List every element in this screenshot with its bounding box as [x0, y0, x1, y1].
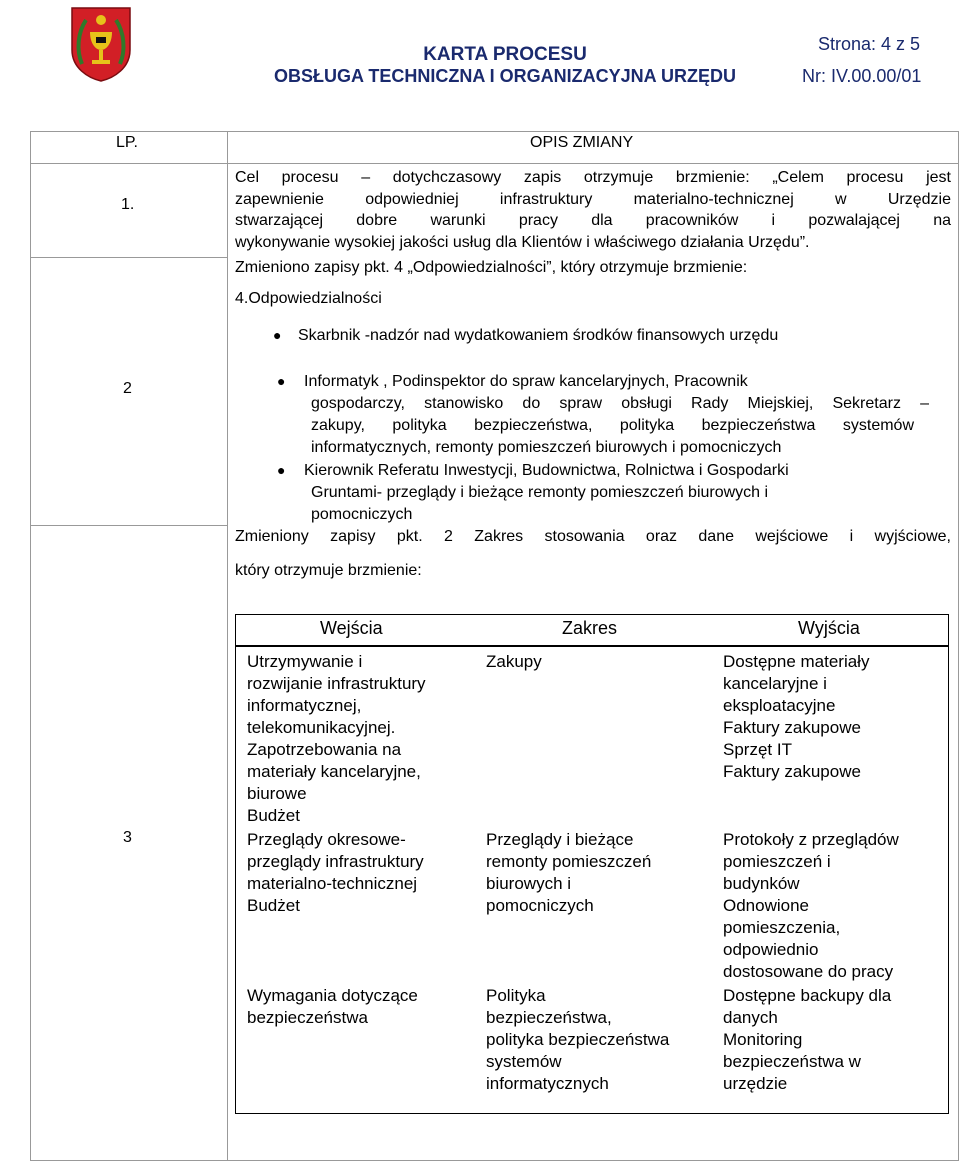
- document-subtitle: OBSŁUGA TECHNICZNA I ORGANIZACYJNA URZĘDU: [274, 66, 736, 86]
- row-3-number: 3: [123, 829, 132, 846]
- document-number: Nr: IV.00.00/01: [802, 66, 922, 86]
- bullet-icon: ●: [277, 373, 286, 389]
- bullet-3-line-3: pomocniczych: [311, 506, 413, 523]
- responsibilities-heading: 4.Odpowiedzialności: [235, 290, 382, 307]
- scope-cell: Polityka bezpieczeństwa, polityka bezpieczeństwa systemów informatycznych: [486, 986, 670, 1093]
- scope-cell: Zakupy: [486, 652, 542, 671]
- bullet-2-line-4: informatycznych, remonty pomieszczeń biurowych i pomocniczych: [311, 439, 782, 456]
- outputs-cell: Protokoły z przeglądów pomieszczeń i budynków Odnowione pomieszczenia, odpowiednio dostosowane do pracy: [723, 830, 899, 981]
- bullet-2-line-3: zakupy, polityka bezpieczeństwa, polityka bezpieczeństwa systemów: [311, 417, 914, 434]
- outputs-cell: Dostępne materiały kancelaryjne i eksploatacyjne Faktury zakupowe Sprzęt IT Faktury zakupowe: [723, 652, 870, 781]
- coat-of-arms-icon: [70, 6, 132, 82]
- row-1-line-2: zapewnienie odpowiedniej infrastruktury materialno-technicznej w Urzędzie: [235, 190, 951, 208]
- inputs-header: Wejścia: [320, 618, 383, 638]
- row-2-intro: Zmieniono zapisy pkt. 4 „Odpowiedzialności”, który otrzymuje brzmienie:: [235, 259, 748, 276]
- scope-cell: Przeglądy i bieżące remonty pomieszczeń biurowych i pomocniczych: [486, 830, 652, 915]
- lp-row-divider-2: [30, 525, 227, 526]
- bullet-1-text: Skarbnik -nadzór nad wydatkowaniem środków finansowych urzędu: [298, 327, 779, 344]
- description-column-header: OPIS ZMIANY: [530, 134, 634, 151]
- outputs-cell: Dostępne backupy dla danych Monitoring bezpieczeństwa w urzędzie: [723, 986, 892, 1093]
- row-2-number: 2: [123, 380, 132, 397]
- scope-header: Zakres: [562, 618, 618, 638]
- outputs-header: Wyjścia: [798, 618, 860, 638]
- bullet-icon: ●: [277, 462, 286, 478]
- inputs-cell: Wymagania dotyczące bezpieczeństwa: [247, 986, 418, 1027]
- bullet-icon: ●: [273, 327, 282, 343]
- inputs-cell: Przeglądy okresowe- przeglądy infrastruktury materialno-technicznej Budżet: [247, 830, 424, 915]
- table-header-divider: [236, 645, 948, 647]
- header-row-divider: [30, 163, 959, 164]
- bullet-2-line-2: gospodarczy, stanowisko do spraw obsługi Rady Miejskiej, Sekretarz –: [311, 395, 929, 412]
- column-divider: [227, 131, 228, 1161]
- inputs-scope-outputs-table: [235, 614, 949, 1114]
- lp-column-header: LP.: [116, 134, 138, 151]
- bullet-3-line-1: Kierownik Referatu Inwestycji, Budownictwa, Rolnictwa i Gospodarki: [304, 462, 789, 479]
- row-1-line-3: stwarzającej dobre warunki pracy dla pracowników i pozwalającej na: [235, 212, 951, 229]
- inputs-cell: Utrzymywanie i rozwijanie infrastruktury informatycznej, telekomunikacyjnej. Zapotrzebowania na materiały kancelaryjne, biurowe Budżet: [247, 652, 426, 825]
- bullet-3-line-2: Gruntami- przeglądy i bieżące remonty pomieszczeń biurowych i: [311, 484, 769, 501]
- document-title: KARTA PROCESU: [423, 44, 587, 65]
- row-3-intro-line-2: który otrzymuje brzmienie:: [235, 562, 422, 579]
- lp-row-divider-1: [30, 257, 227, 258]
- row-3-intro-line-1: Zmieniony zapisy pkt. 2 Zakres stosowania oraz dane wejściowe i wyjściowe,: [235, 528, 951, 545]
- bullet-2-line-1: Informatyk , Podinspektor do spraw kancelaryjnych, Pracownik: [304, 373, 748, 390]
- row-1-line-4: wykonywanie wysokiej jakości usług dla Klientów i właściwego działania Urzędu”.: [235, 233, 810, 251]
- row-1-line-1: Cel procesu – dotychczasowy zapis otrzymuje brzmienie: „Celem procesu jest: [235, 169, 951, 186]
- row-1-number: 1.: [121, 196, 135, 213]
- page-number: Strona: 4 z 5: [818, 34, 921, 54]
